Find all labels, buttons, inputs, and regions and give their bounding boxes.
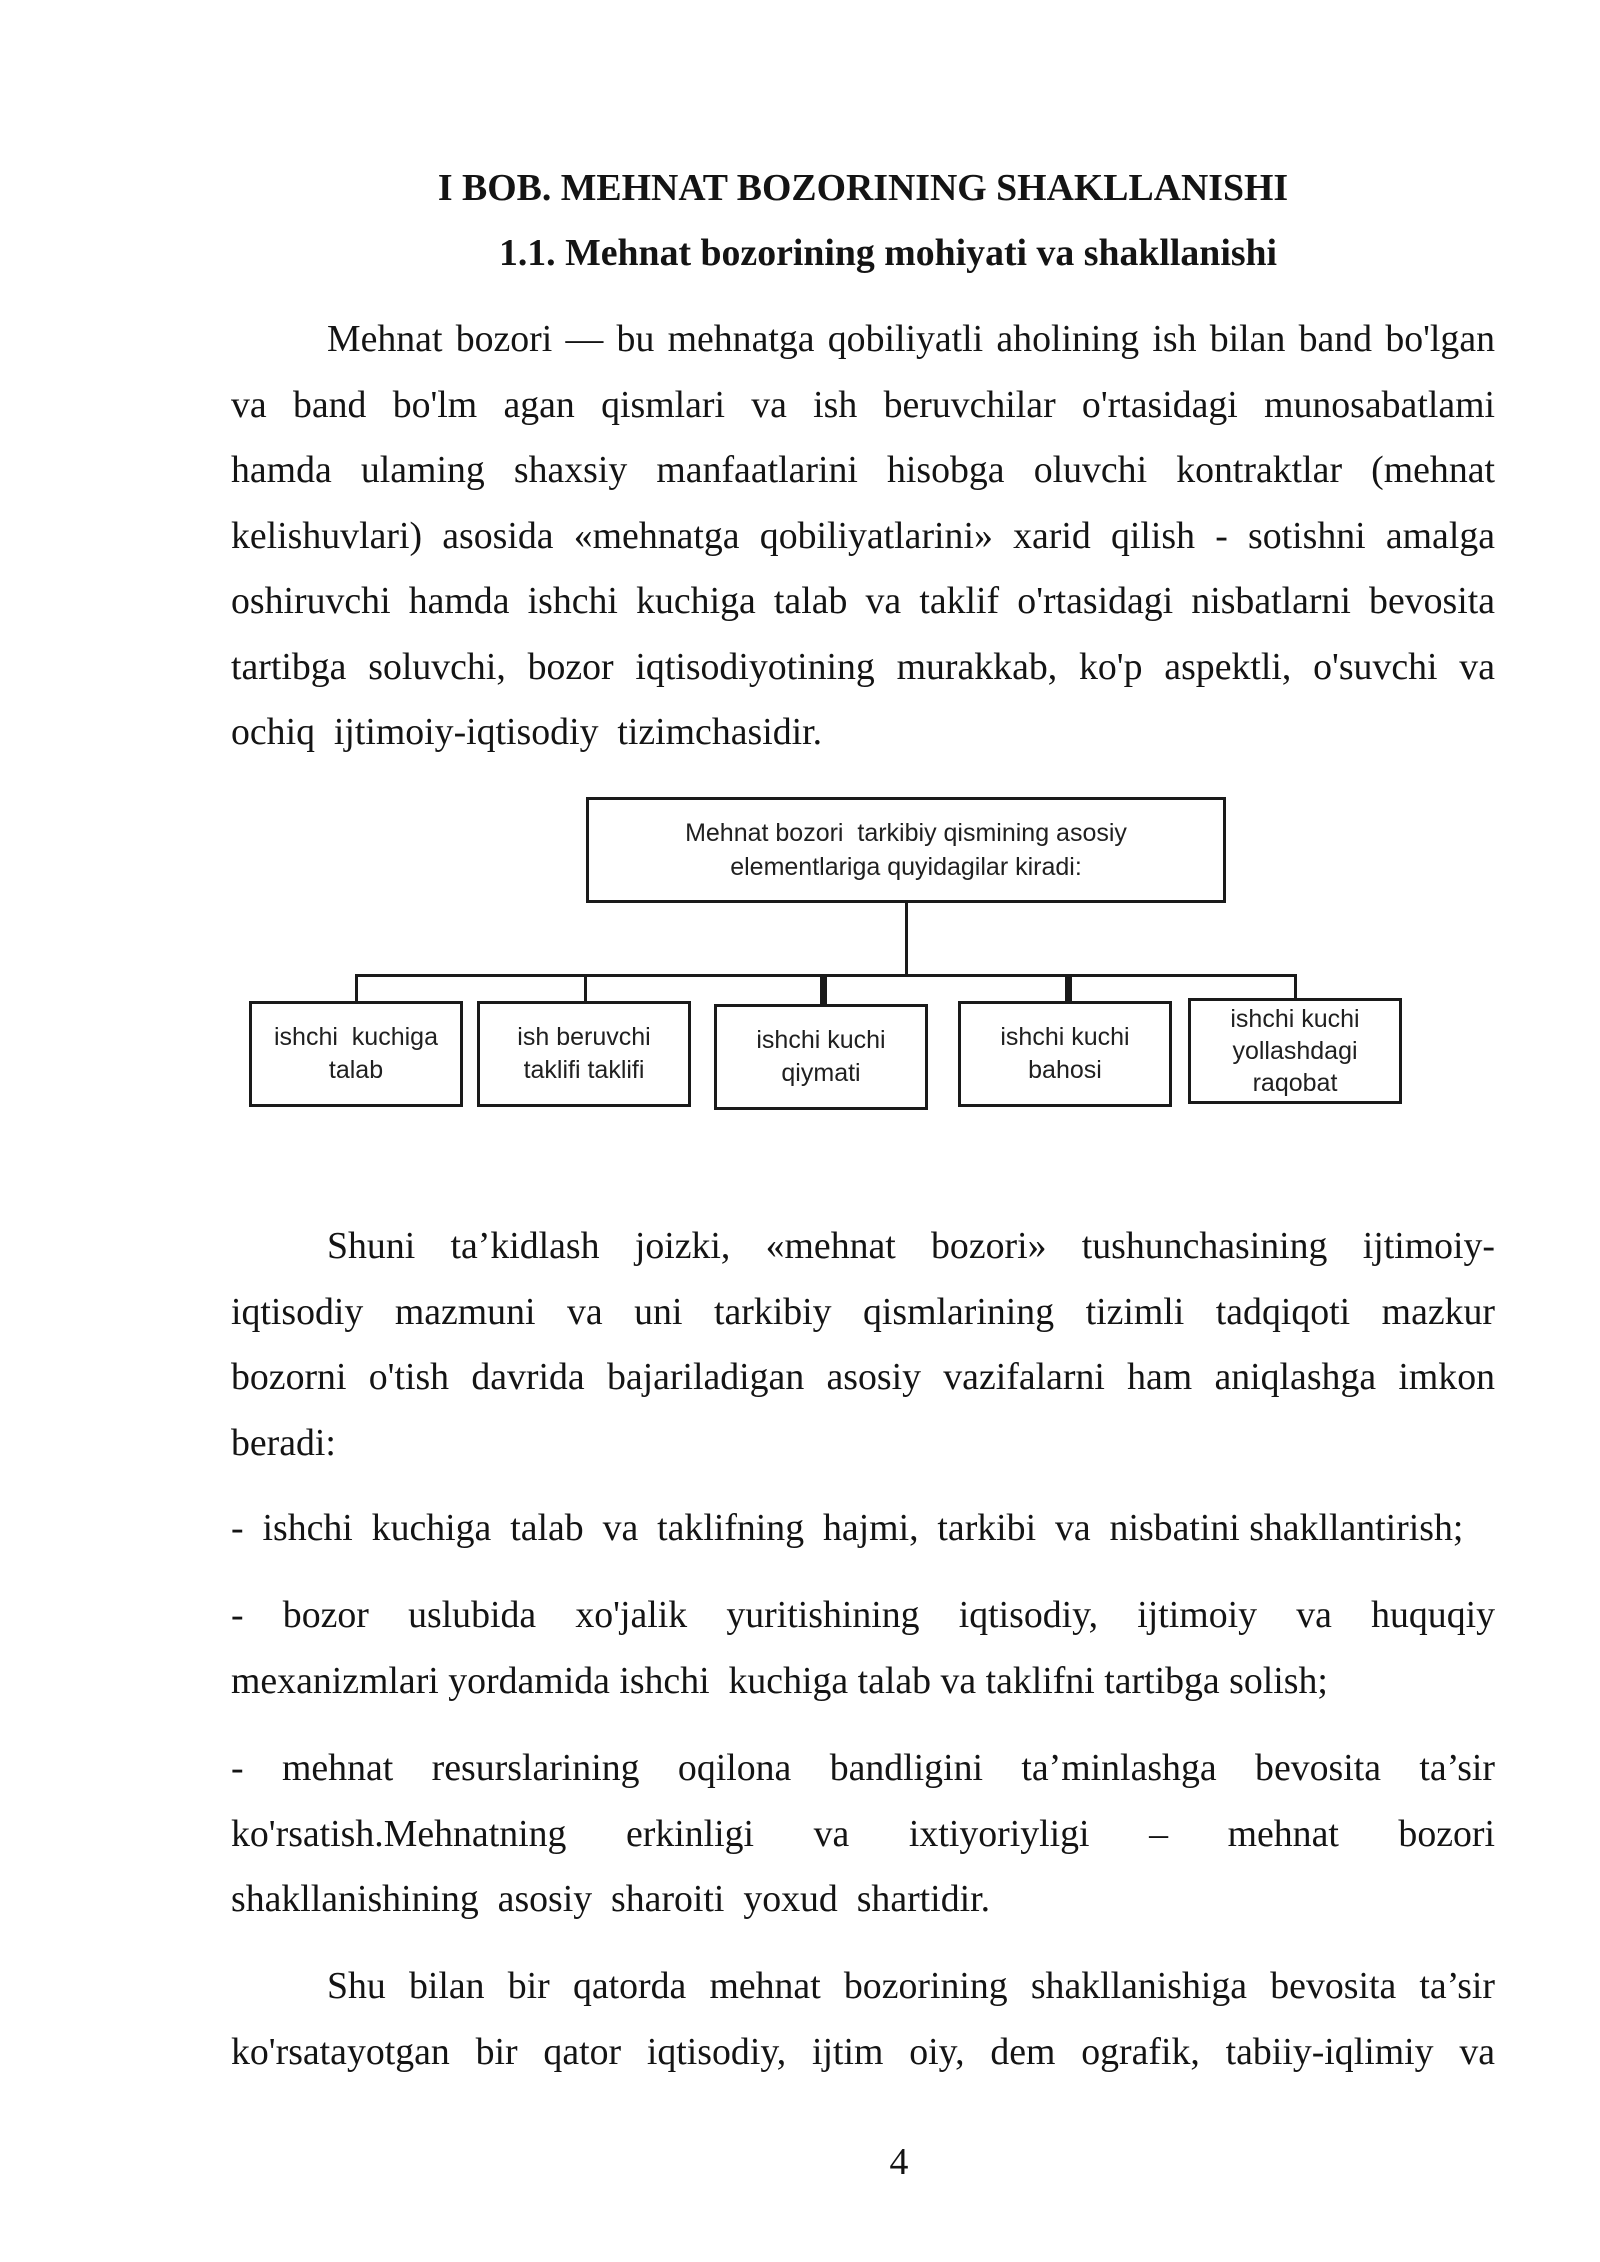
text-line: oshiruvchi hamda ishchi kuchiga talab va taklif o'rtasidagi nisbatlarni bevosita — [231, 580, 1495, 622]
box-text-line: elementlariga quyidagilar kiradi: — [730, 853, 1082, 881]
connector-line — [355, 974, 358, 1002]
connector-line — [584, 974, 587, 1002]
diagram-box-hiring-competition — [1188, 998, 1402, 1104]
text-line: shakllanishining asosiy sharoiti yoxud shartidir. — [231, 1878, 991, 1920]
box-text-line: ishchi kuchi — [756, 1026, 886, 1054]
text-line: kelishuvlari) asosida «mehnatga qobiliyatlarini» xarid qilish - sotishni amalga — [231, 514, 1495, 557]
text-line: ochiq ijtimoiy-iqtisodiy tizimchasidir. — [231, 711, 823, 753]
text-line: - ishchi kuchiga talab va taklifning hajmi, tarkibi va nisbatini shakllantirish; — [231, 1507, 1464, 1549]
text-line: ko'rsatayotgan bir qator iqtisodiy, ijtim oiy, dem ografik, tabiiy-iqlimiy va — [231, 2030, 1495, 2073]
text-line: hamda ulaming shaxsiy manfaatlarini hisobga oluvchi kontraktlar (mehnat — [231, 449, 1495, 491]
list-item — [231, 1736, 1495, 1933]
box-text-line: ishchi kuchi — [1000, 1023, 1130, 1051]
list-item — [231, 1583, 1495, 1714]
paragraph-2 — [231, 1214, 1495, 1476]
list-item — [231, 1496, 1495, 1562]
box-text-line: taklifi taklifi — [523, 1056, 645, 1084]
text-line: Shuni ta’kidlash joizki, «mehnat bozori» tushunchasining ijtimoiy- — [327, 1225, 1495, 1267]
diagram-box-employer-offer — [477, 1001, 691, 1107]
text-line: va band bo'lm agan qismlari va ish beruvchilar o'rtasidagi munosabatlami — [231, 383, 1495, 426]
box-text-line: raqobat — [1252, 1069, 1338, 1097]
box-text-line: talab — [328, 1056, 384, 1084]
text-line: mexanizmlari yordamida ishchi kuchiga talab va taklifni tartibga solish; — [231, 1659, 1328, 1702]
diagram-root-box — [586, 797, 1226, 903]
section-title: 1.1. Mehnat bozorining mohiyati va shakllanishi — [498, 232, 1278, 274]
box-text-line: bahosi — [1028, 1056, 1102, 1084]
connector-line — [1294, 974, 1297, 999]
text-line: tartibga soluvchi, bozor iqtisodiyotining murakkab, ko'p aspektli, o'suvchi va — [231, 645, 1495, 688]
diagram-box-labour-demand — [249, 1001, 463, 1107]
paragraph-1 — [231, 307, 1495, 766]
connector-line — [905, 903, 908, 977]
connector-line — [1065, 974, 1072, 1002]
page-number: 4 — [889, 2141, 909, 2183]
chapter-title: I BOB. MEHNAT BOZORINING SHAKLLANISHI — [437, 167, 1289, 209]
box-text-line: ishchi kuchiga — [274, 1023, 438, 1051]
text-line: bozorni o'tish davrida bajariladigan asosiy vazifalarni ham aniqlashga imkon — [231, 1356, 1495, 1398]
box-text-line: yollashdagi — [1232, 1037, 1358, 1065]
text-line: beradi: — [231, 1421, 336, 1464]
text-line: ko'rsatish.Mehnatning erkinligi va ixtiyoriyligi – mehnat bozori — [231, 1812, 1495, 1855]
text-line: Mehnat bozori — bu mehnatga qobiliyatli aholining ish bilan band bo'lgan — [327, 318, 1495, 360]
box-text-line: qiymati — [781, 1059, 861, 1087]
connector-line — [820, 974, 827, 1005]
paragraph-3 — [231, 1954, 1495, 2085]
diagram-box-labour-value — [714, 1004, 928, 1110]
box-text-line: ishchi kuchi — [1230, 1005, 1360, 1033]
text-line: iqtisodiy mazmuni va uni tarkibiy qismlarining tizimli tadqiqoti mazkur — [231, 1290, 1495, 1333]
diagram-box-labour-price — [958, 1001, 1172, 1107]
text-line: Shu bilan bir qatorda mehnat bozorining shakllanishiga bevosita ta’sir — [327, 1965, 1495, 2007]
box-text-line: ish beruvchi — [517, 1023, 651, 1051]
text-line: - bozor uslubida xo'jalik yuritishining iqtisodiy, ijtimoiy va huquqiy — [231, 1594, 1495, 1636]
text-line: - mehnat resurslarining oqilona bandligini ta’minlashga bevosita ta’sir — [231, 1747, 1495, 1789]
box-text-line: Mehnat bozori tarkibiy qismining asosiy — [685, 819, 1127, 847]
